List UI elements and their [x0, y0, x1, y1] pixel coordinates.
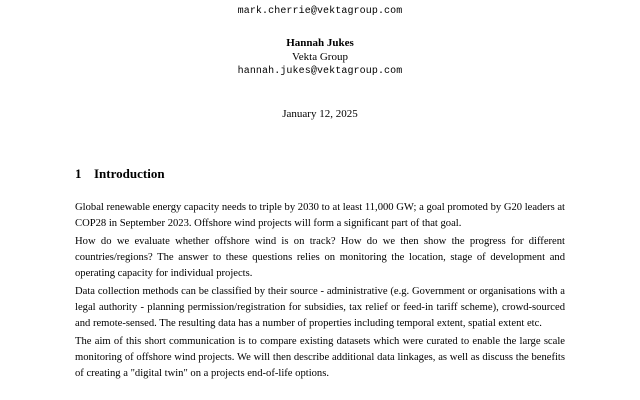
section-number: 1: [75, 166, 82, 181]
paper-date: January 12, 2025: [282, 108, 358, 120]
section-title: Introduction: [94, 166, 165, 181]
author-1-email: mark.cherrie@vektagroup.com: [237, 6, 403, 17]
paragraph-4: The aim of this short communication is to compare existing datasets which were curated to enable the large scale monitoring of offshore wind projects. We will then describe additional data linkages, as well as discuss the benefits of creating a "digital twin" on a projects end-of-life options.: [75, 336, 565, 379]
paragraph-1: Global renewable energy capacity needs to triple by 2030 to at least 11,000 GW; a goal promoted by G20 leaders at COP28 in September 2023. Offshore wind projects will form a significant part of that goal.: [75, 202, 566, 229]
section-heading: [75, 166, 165, 182]
author-2-name: Hannah Jukes: [286, 37, 354, 49]
author-2-email: hannah.jukes@vektagroup.com: [237, 66, 403, 77]
paragraph-3: Data collection methods can be classified by their source - administrative (e.g. Government or organisations with a legal authority - planning permission/registration for subsidies, tax relief or feed-in tariff scheme), crowd-sourced and remote-sensed. The resulting data has a number of properties including temporal extent, spatial extent etc.: [75, 286, 565, 329]
paragraph-2: How do we evaluate whether offshore wind is on track? How do we then show the progress for different countries/regions? The answer to these questions relies on monitoring the location, stage of development and operating capacity for individual projects.: [75, 236, 565, 279]
author-2-affiliation: Vekta Group: [292, 51, 348, 63]
